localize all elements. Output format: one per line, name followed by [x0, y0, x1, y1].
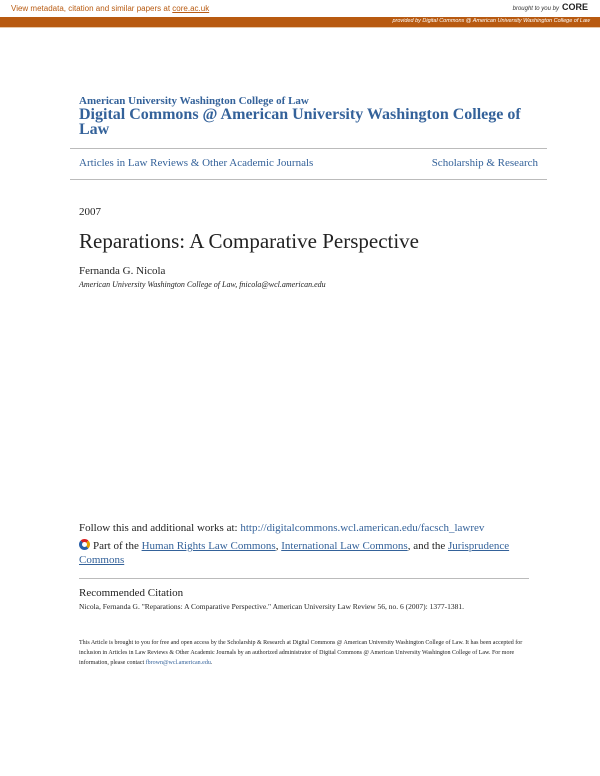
- core-link[interactable]: core.ac.uk: [172, 4, 210, 13]
- footer-notice: [79, 638, 529, 668]
- follow-line: [79, 522, 529, 534]
- series-link[interactable]: Articles in Law Reviews & Other Academic Journals: [79, 157, 314, 169]
- author-affiliation: American University Washington College of Law, fnicola@wcl.american.edu: [79, 280, 326, 289]
- author-name: Fernanda G. Nicola: [79, 265, 166, 277]
- metadata-label: View metadata, citation and similar papers at: [11, 4, 171, 13]
- follow-label: Follow this and additional works at:: [79, 522, 238, 534]
- brought-by-label: brought to you by: [512, 6, 559, 12]
- part-of-label: Part of the: [93, 540, 139, 552]
- provided-by-text[interactable]: provided by Digital Commons @ American University Washington College of Law: [392, 18, 590, 24]
- follow-url[interactable]: http://digitalcommons.wcl.american.edu/facsch_lawrev: [240, 522, 485, 534]
- network-icon: [79, 539, 90, 550]
- discipline-link[interactable]: Human Rights Law Commons: [141, 540, 276, 552]
- metadata-text: [11, 4, 209, 13]
- part-of-line: [79, 539, 529, 567]
- collection-link[interactable]: Scholarship & Research: [431, 157, 538, 169]
- core-logo: CORE: [561, 2, 588, 12]
- discipline-link[interactable]: Jurisprudence Commons: [79, 540, 510, 566]
- separator: , and the: [407, 540, 446, 552]
- institution-name: American University Washington College of Law: [79, 95, 309, 107]
- article-title: Reparations: A Comparative Perspective: [79, 229, 419, 253]
- repository-name[interactable]: Digital Commons @ American University Washington College of Law: [79, 106, 521, 138]
- footer-text: This Article is brought to you for free and open access by the Scholarship & Research at Digital Commons @ American University Washington College of Law. It has been accepted for inclusion in Articles in Law Reviews & Other Academic Journals by an authorized administrator of Digital Commons @ American University Washington College of Law. For more information, please contact: [79, 640, 523, 666]
- divider: [79, 578, 529, 579]
- discipline-link[interactable]: International Law Commons: [281, 540, 408, 552]
- footer-end: .: [210, 660, 213, 666]
- divider: [70, 148, 547, 149]
- citation-text: Nicola, Fernanda G. "Reparations: A Comparative Perspective." American University Law Review 56, no. 6 (2007): 1377-1381.: [79, 602, 464, 611]
- citation-heading: Recommended Citation: [79, 587, 184, 599]
- publication-year: 2007: [79, 206, 101, 218]
- contact-email[interactable]: fbrown@wcl.american.edu: [145, 660, 211, 666]
- divider: [70, 179, 547, 180]
- separator: ,: [275, 540, 279, 552]
- core-banner: [0, 0, 600, 16]
- provided-by-bar: [0, 17, 600, 28]
- brought-by[interactable]: [513, 2, 588, 12]
